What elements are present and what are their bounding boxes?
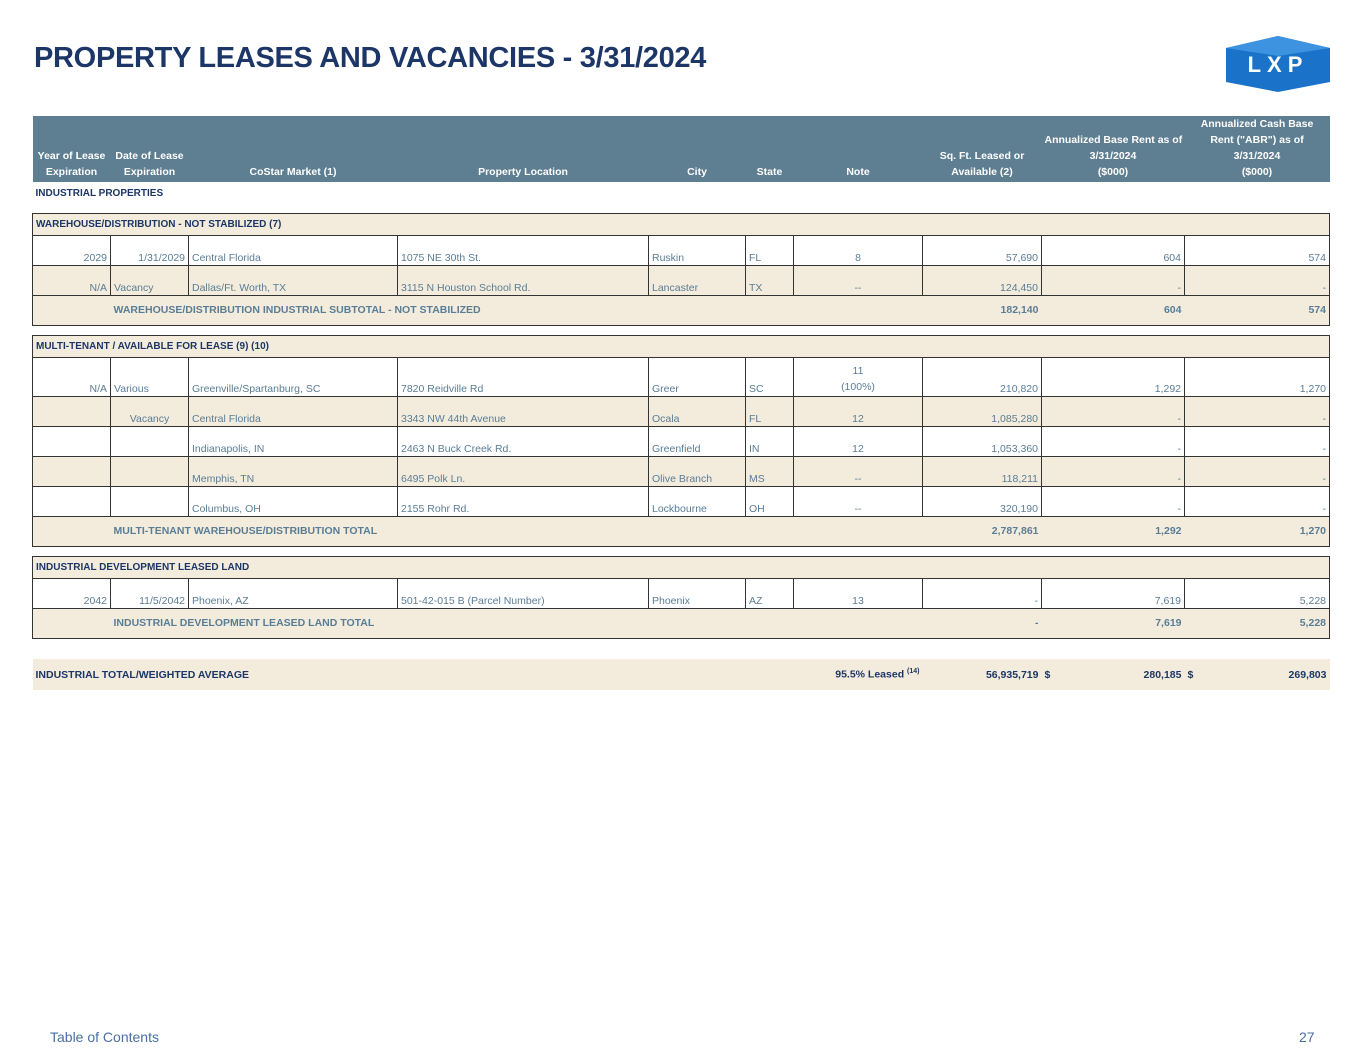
col-sqft: Sq. Ft. Leased or Available (2) <box>923 116 1042 182</box>
col-state: State <box>746 116 794 182</box>
col-city: City <box>649 116 746 182</box>
table-row: Columbus, OH 2155 Rohr Rd. Lockbourne OH -- 320,190 - - <box>33 486 1330 516</box>
table-row: Indianapolis, IN 2463 N Buck Creek Rd. Greenfield IN 12 1,053,360 - - <box>33 426 1330 456</box>
subtotal-row: WAREHOUSE/DISTRIBUTION INDUSTRIAL SUBTOTAL - NOT STABILIZED 182,140 604 574 <box>33 295 1330 325</box>
group-header: WAREHOUSE/DISTRIBUTION - NOT STABILIZED (7) <box>33 213 1330 235</box>
total-abr: $ 280,185 <box>1042 659 1185 690</box>
col-cash-abr: Annualized Cash Base Rent ("ABR") as of 3/31/2024 ($000) <box>1185 116 1330 182</box>
logo-text: LXP <box>1247 52 1309 77</box>
section-label: INDUSTRIAL PROPERTIES <box>35 187 164 199</box>
table-row: Memphis, TN 6495 Polk Ln. Olive Branch MS -- 118,211 - - <box>33 456 1330 486</box>
col-location: Property Location <box>398 116 649 182</box>
table-of-contents-link[interactable]: Table of Contents <box>50 1029 159 1045</box>
lxp-logo <box>1222 36 1334 92</box>
total-sqft: 56,935,719 <box>923 659 1042 690</box>
table-row: N/A Various Greenville/Spartanburg, SC 7820 Reidville Rd Greer SC 11 (100%) 210,820 1,292 1,270 <box>33 357 1330 396</box>
table-row: Vacancy Central Florida 3343 NW 44th Avenue Ocala FL 12 1,085,280 - - <box>33 396 1330 426</box>
group-header: INDUSTRIAL DEVELOPMENT LEASED LAND <box>33 556 1330 578</box>
total-row <box>33 659 1330 690</box>
group-header: MULTI-TENANT / AVAILABLE FOR LEASE (9) (10) <box>33 335 1330 357</box>
table-header-row <box>33 116 1330 182</box>
page-title: PROPERTY LEASES AND VACANCIES - 3/31/2024 <box>34 42 707 74</box>
col-abr: Annualized Base Rent as of 3/31/2024 ($000) <box>1042 116 1185 182</box>
table-row: N/A Vacancy Dallas/Ft. Worth, TX 3115 N Houston School Rd. Lancaster TX -- 124,450 - - <box>33 265 1330 295</box>
total-label: INDUSTRIAL TOTAL/WEIGHTED AVERAGE <box>33 659 794 690</box>
section-row <box>33 182 1330 204</box>
col-date: Date of Lease Expiration <box>111 116 189 182</box>
page-number: 27 <box>1299 1029 1315 1045</box>
col-note: Note <box>794 116 923 182</box>
subtotal-row: MULTI-TENANT WAREHOUSE/DISTRIBUTION TOTAL 2,787,861 1,292 1,270 <box>33 516 1330 546</box>
col-market: CoStar Market (1) <box>189 116 398 182</box>
col-year: Year of Lease Expiration <box>33 116 111 182</box>
leased-pct: 95.5% Leased $^{(14)}$ <box>794 659 923 690</box>
table-row: 2042 11/5/2042 Phoenix, AZ 501-42-015 B (Parcel Number) Phoenix AZ 13 - 7,619 5,228 <box>33 578 1330 608</box>
leases-table <box>32 116 1330 690</box>
subtotal-row: INDUSTRIAL DEVELOPMENT LEASED LAND TOTAL - 7,619 5,228 <box>33 608 1330 638</box>
total-cash: $ 269,803 <box>1185 659 1330 690</box>
table-row: 2029 1/31/2029 Central Florida 1075 NE 30th St. Ruskin FL 8 57,690 604 574 <box>33 235 1330 265</box>
